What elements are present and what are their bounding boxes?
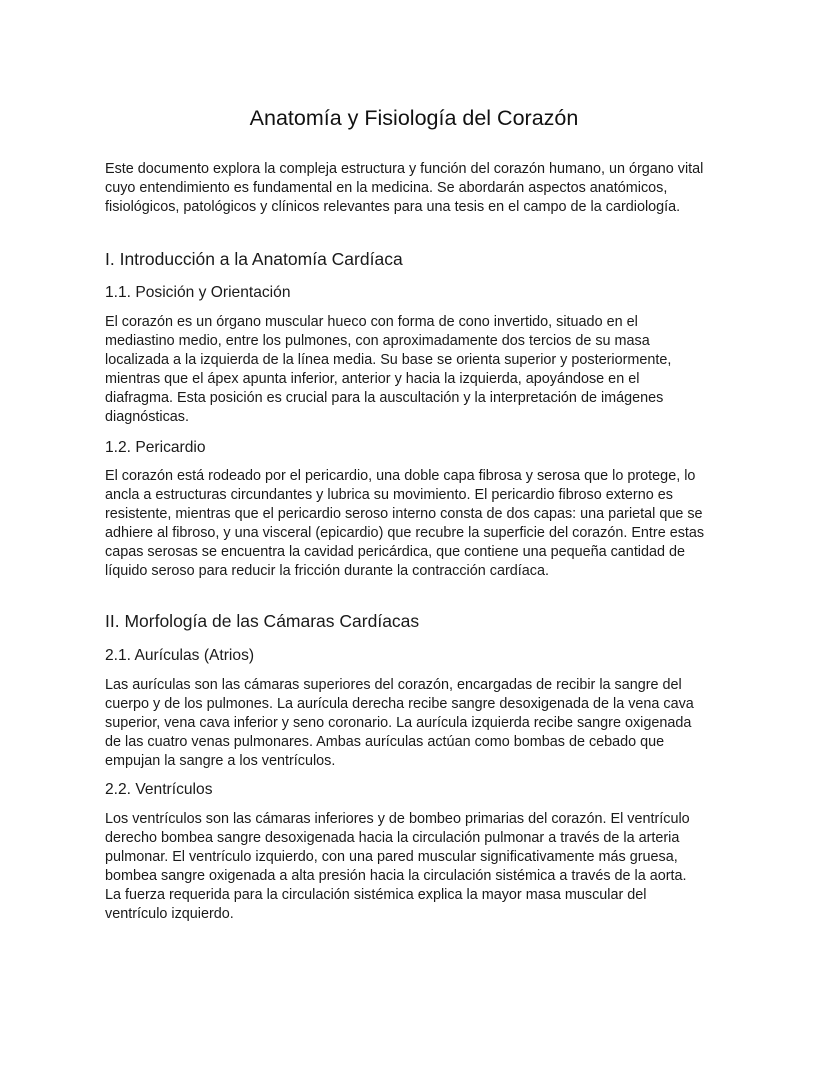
text-line: localizada a la izquierda de la línea media. Su base se orienta superior y posteriormente, bbox=[105, 351, 672, 368]
text-line: empujan la sangre a los ventrículos. bbox=[105, 752, 336, 769]
text-line: Los ventrículos son las cámaras inferiores y de bombeo primarias del corazón. El ventrículo bbox=[105, 811, 690, 827]
section-heading-2: II. Morfología de las Cámaras Cardíacas bbox=[105, 611, 420, 631]
text-line: ventrículo izquierdo. bbox=[105, 905, 234, 922]
text-line: La fuerza requerida para la circulación sistémica explica la mayor masa muscular del bbox=[105, 886, 647, 903]
document-title: Anatomía y Fisiología del Corazón bbox=[249, 106, 579, 130]
text-line: diafragma. Esta posición es crucial para la auscultación y la interpretación de imágenes bbox=[105, 389, 664, 406]
text-line: cuyo entendimiento es fundamental en la medicina. Se abordarán aspectos anatómicos, bbox=[105, 179, 668, 196]
subsection-heading-1-2: 1.2. Pericardio bbox=[105, 439, 206, 456]
text-line: pulmonar. El ventrículo izquierdo, con una pared muscular significativamente más gruesa, bbox=[105, 848, 678, 865]
paragraph-posicion bbox=[105, 313, 745, 426]
text-line: Este documento explora la compleja estructura y función del corazón humano, un órgano vital bbox=[105, 161, 704, 177]
subsection-heading-2-2: 2.2. Ventrículos bbox=[105, 781, 213, 798]
text-line: resistente, mientras que el pericardio seroso interno consta de dos capas: una parietal que se bbox=[105, 505, 703, 522]
section-heading-1: I. Introducción a la Anatomía Cardíaca bbox=[105, 249, 403, 269]
text-line: fisiológicos, patológicos y clínicos relevantes para una tesis en el campo de la cardiología. bbox=[105, 198, 681, 215]
subsection-heading-1-1: 1.1. Posición y Orientación bbox=[105, 284, 291, 301]
text-line: mediastino medio, entre los pulmones, con aproximadamente dos tercios de su masa bbox=[105, 332, 650, 349]
text-line: superior, vena cava inferior y seno coronario. La aurícula izquierda recibe sangre oxigenada bbox=[105, 714, 692, 731]
text-line: adhiere al fibroso, y una visceral (epicardio) que recubre la superficie del corazón. Entre estas bbox=[105, 524, 705, 541]
text-line: derecho bombea sangre desoxigenada hacia la circulación pulmonar a través de la arteria bbox=[105, 829, 680, 846]
paragraph-ventriculos bbox=[105, 810, 745, 923]
text-line: Las aurículas son las cámaras superiores del corazón, encargadas de recibir la sangre del bbox=[105, 677, 682, 693]
text-line: capas serosas se encuentra la cavidad pericárdica, que contiene una pequeña cantidad de bbox=[105, 543, 686, 560]
intro-paragraph bbox=[105, 160, 745, 217]
text-line: bombea sangre oxigenada a alta presión hacia la circulación sistémica a través de la aorta. bbox=[105, 867, 687, 884]
paragraph-auriculas bbox=[105, 676, 745, 771]
subsection-heading-2-1: 2.1. Aurículas (Atrios) bbox=[105, 647, 255, 664]
text-line: líquido seroso para reducir la fricción durante la contracción cardíaca. bbox=[105, 562, 549, 579]
text-line: de las cuatro venas pulmonares. Ambas aurículas actúan como bombas de cebado que bbox=[105, 733, 665, 750]
text-line: ancla a estructuras circundantes y lubrica su movimiento. El pericardio fibroso externo es bbox=[105, 486, 673, 503]
text-line: diagnósticas. bbox=[105, 408, 189, 425]
text-line: cuerpo y de los pulmones. La aurícula derecha recibe sangre desoxigenada de la vena cava bbox=[105, 695, 694, 712]
text-line: El corazón está rodeado por el pericardio, una doble capa fibrosa y serosa que lo protege, lo bbox=[105, 468, 696, 484]
text-line: mientras que el ápex apunta inferior, anterior y hacia la izquierda, apoyándose en el bbox=[105, 370, 640, 387]
text-line: El corazón es un órgano muscular hueco con forma de cono invertido, situado en el bbox=[105, 314, 638, 330]
paragraph-pericardio bbox=[105, 467, 745, 580]
